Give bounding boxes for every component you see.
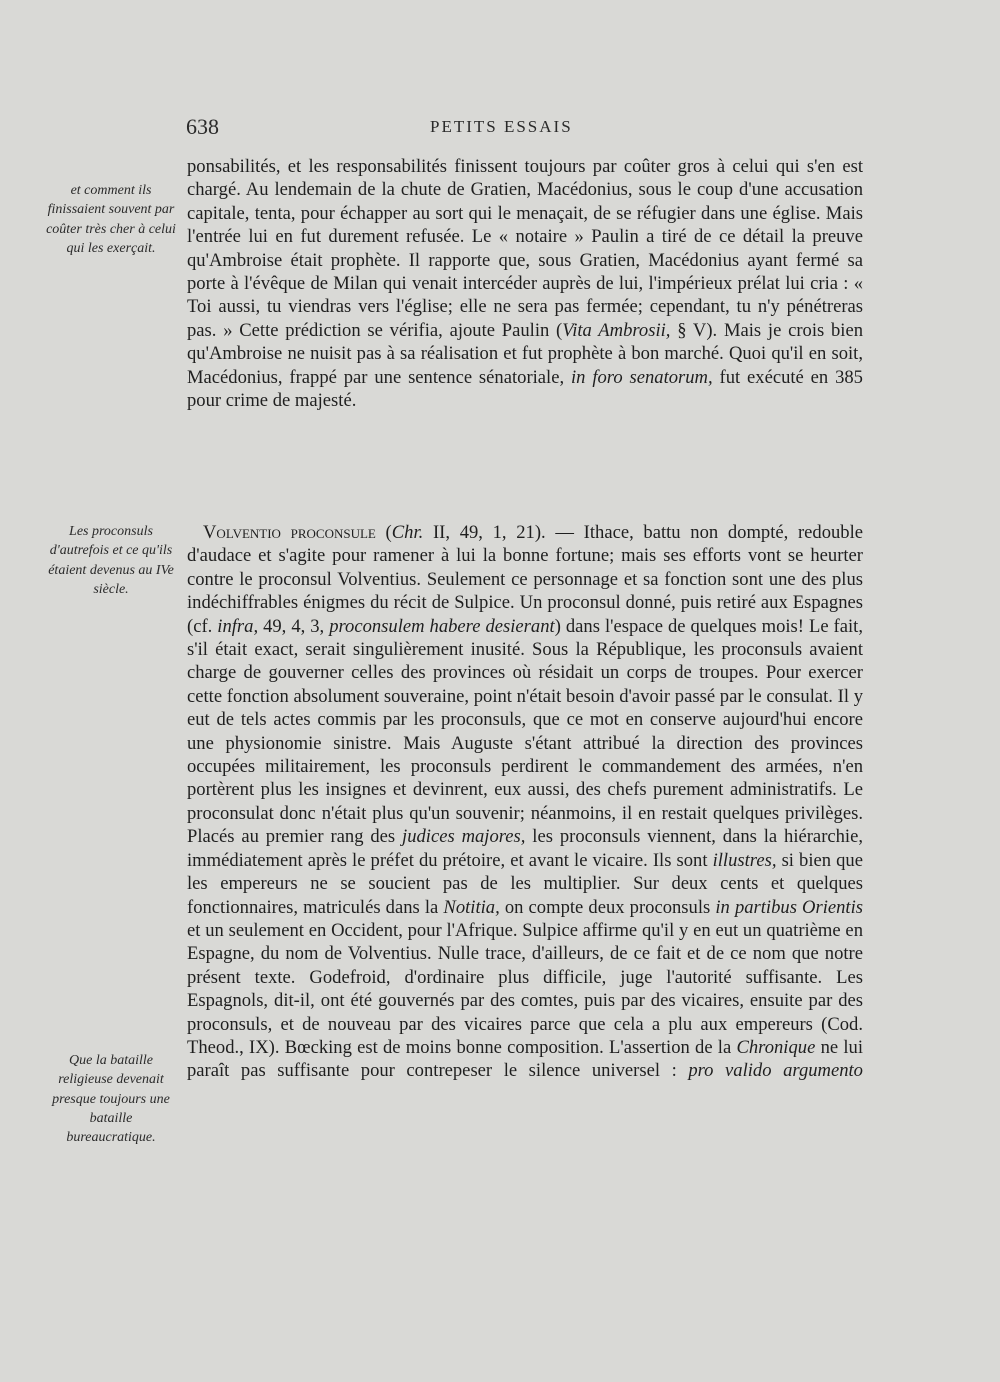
section-heading: Volventio proconsule [203,522,376,543]
paragraph-1: ponsabilités, et les responsabilités finissent toujours par coûter gros à celui qui s'en est chargé. Au lendemain de la chute de Gratien, Macédonius, sous le coup d'une accusation capitale, tenta, pour échapper au sort qui le menaçait, de se réfugier dans une église. Mais l'entrée lui en fut durement refusée. Le « notaire » Paulin a tiré de ce détail la preuve qu'Ambroise était prophète. Il rapporte que, sous Gratien, Macédonius ayant fermé sa porte à l'évêque de Milan qui venait intercéder auprès de lui, l'impérieux prélat lui cria : « Toi aussi, tu viendras vers l'église; elle ne sera pas fermée; cependant, tu n'y pénétreras pas. » Cette prédiction se vérifia, ajoute Paulin (Vita Ambrosii, § V). Mais je crois bien qu'Ambroise ne nuisit pas à sa réalisation et fut prophète à bon marché. Quoi qu'il en soit, Macédonius, frappé par une sentence sénatoriale, in foro senatorum, fut exécuté en 385 pour crime de majesté. [187,156,864,412]
paragraph-2: Volventio proconsule (Chr. II, 49, 1, 21). — Ithace, battu non dompté, redouble d'audace et s'agite pour ramener à lui la bonne fortune; mais ses efforts vont se heurter contre le proconsul Volventius. Seulement ce personnage et sa fonction sont une des plus indéchiffrables énigmes du récit de Sulpice. Un proconsul donné, puis retiré aux Espagnes (cf. infra, 49, 4, 3, proconsulem habere desierant) dans l'espace de quelques mois! Le fait, s'il était exact, serait singulièrement inusité. Sous la République, les proconsuls avaient charge de gouverner celles des provinces où résidait un corps de troupes. Pour exercer cette fonction absolument souveraine, point n'était besoin d'avoir passé par le consulat. Il y eut de tels actes commis par les proconsuls, que ce mot en conserve aujourd'hui encore une physionomie sinistre. Mais Auguste s'étant attribué la direction des provinces occupées militairement, les proconsuls perdirent le commandement des armées, n'en portèrent plus les insignes et devinrent, eux aussi, des chefs purement administratifs. Le proconsulat donc n'était plus qu'un souvenir; néanmoins, il en restait quelques privilèges. Placés au premier rang des judices majores, les proconsuls viennent, dans la hiérarchie, immédiatement après le préfet du prétoire, et avant le vicaire. Ils sont illustres, si bien que les empereurs ne se soucient pas de les multiplier. Sur deux cents et quelques fonctionnaires, matriculés dans la Notitia, on compte deux proconsuls in partibus Orientis et un seulement en Occident, pour l'Afrique. Sulpice affirme qu'il y en eut un quatrième en Espagne, du nom de Volventius. Nulle trace, d'ailleurs, de ce fait et de ce nom que notre présent texte. Godefroid, d'ordinaire plus difficile, juge l'autorité suffisante. Les Espagnols, dit-il, ont été gouvernés par des comtes, puis par des vicaires, ensuite par des proconsuls, et de nouveau par des vicaires parce que cela a plu aux empereurs (Cod. Theod., IX). Bœcking est de moins bonne composition. L'assertion de la Chronique ne lui paraît pas suffisante pour contrepeser le silence universel : pro valido argumento [187,522,864,1082]
page-number: 638 [186,114,219,139]
sidenote-3: Que la bataille religieuse devenait presque toujours une bataille bureaucratique. [52,1053,170,1146]
sidenote-1: et comment ils finissaient souvent par coûter très cher à celui qui les exerçait. [46,183,176,256]
running-title: PETITS ESSAIS [430,117,573,136]
sidenote-2: Les proconsuls d'autrefois et ce qu'ils étaient devenus au IVe siècle. [48,524,174,597]
